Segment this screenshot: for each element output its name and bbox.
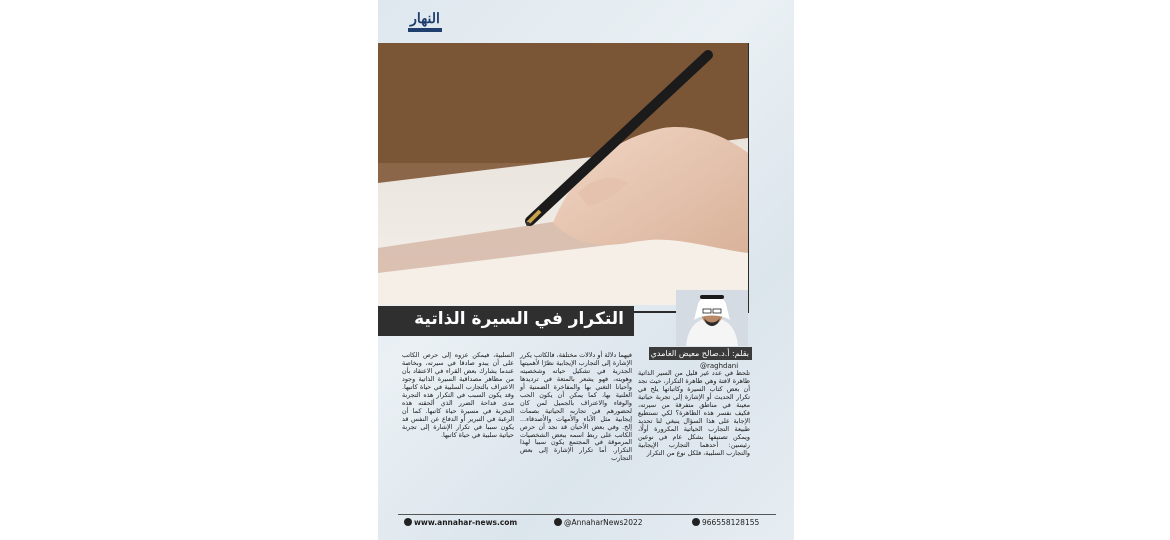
article-column-3: السلبية، فيمكن عزوه إلى حرص الكاتب على أن يبدو صادقا في سيرته، وبخاصة عندما يشارك بعض القراء في الاعتقاد بأن من مظاهر مصداقية السيرة الذاتية وجود الاعتراف بالتجارب السلبية في حياة كاتبها. وقد يكون السبب في التكرار هذه التجربة مدى فداحة الضرر الذي ألحقته هذه التجربة في مسيرة حياة كاتبها. كما أن الرغبة في التبرير أو الدفاع عن النفس قد يكون سببا في تكرار الإشارة إلى تجربة حياتية سلبية في حياة كاتبها. bbox=[402, 351, 514, 439]
pen-hand-illustration bbox=[378, 43, 748, 305]
magazine-page bbox=[378, 0, 794, 540]
logo-bar bbox=[408, 28, 442, 32]
article-column-2: فيهما دلالة أو دلالات مختلفة، فالكاتب يكرر الإشارة إلى التجارب الإيجابية نظرًا لأهميتها الجذرية في تشكيل حياته وشخصيته وهويته، فهو يشعر بالمتعة في ترديدها وأحيانا التغني بها والمفاخرة الضمنية أو العلنية بها، كما يمكن أن يكون الحب والوفاء والاعتراف بالجميل لمن كان لحضورهم في تجاربه الحياتية بصمات إيجابية مثل الآباء والأمهات والأصدقاء... إلخ. وفي بعض الأحيان قد نجد أن حرص الكاتب على ربط اسمه ببعض الشخصيات المرموقة في المجتمع يكون سببا لهذا التكرار. أما تكرار الإشارة إلى بعض التجارب bbox=[520, 351, 632, 463]
website-text: www.annahar-news.com bbox=[414, 518, 518, 527]
article-photo bbox=[378, 43, 748, 305]
whatsapp-text: 966558128155 bbox=[702, 518, 760, 527]
x-icon bbox=[554, 518, 562, 526]
title-box bbox=[378, 306, 634, 336]
twitter-text: @AnnaharNews2022 bbox=[564, 518, 643, 527]
masthead-logo bbox=[404, 11, 446, 35]
globe-icon bbox=[404, 518, 412, 526]
logo-text: النهار bbox=[410, 11, 440, 27]
article-column-1: تلحظ في عدد غير قليل من السير الذاتية ظاهرة لافتة وهي ظاهرة التكرار، حيث نجد أن بعض كتاب السيرة وكاتباتها يلح في تكرار الحديث أو الإشارة إلى تجربة حياتية معينة في مناطق متفرقة من سيرته، فكيف نفسر هذه الظاهرة؟ لكي نستطيع الإجابة على هذا السؤال ينبغي لنا تحديد طبيعة التجارب الحياتية المكرورة أولًا، ويمكن تصنيفها بشكل عام في نوعين رئيسين: أحدهما التجارب الإيجابية والتجارب السلبية، فلكل نوع من التكرار bbox=[638, 369, 750, 457]
author-byline: بقلم: أ.د.صالح معيض الغامدي bbox=[649, 347, 752, 360]
footer-divider bbox=[398, 514, 776, 515]
author-photo bbox=[676, 290, 748, 346]
footer-website[interactable] bbox=[404, 518, 517, 527]
article-title: التكرار في السيرة الذاتية bbox=[414, 309, 624, 329]
whatsapp-icon bbox=[692, 518, 700, 526]
footer-twitter[interactable] bbox=[554, 518, 643, 527]
author-handle: @raghdani bbox=[700, 362, 739, 370]
author-portrait bbox=[676, 290, 748, 346]
page-footer bbox=[378, 514, 794, 532]
footer-whatsapp[interactable] bbox=[692, 518, 759, 527]
